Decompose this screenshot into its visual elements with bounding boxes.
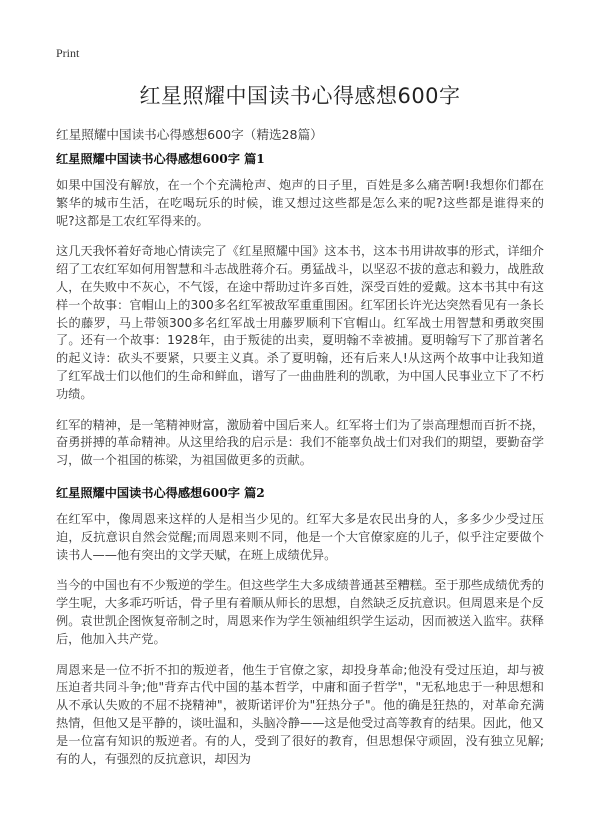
print-link[interactable]: Print (56, 46, 80, 60)
paragraph: 当今的中国也有不少叛逆的学生。但这些学生大多成绩普通甚至糟糕。至于那些成绩优秀的学生呢，大多乖巧听话，骨子里有着顺从师长的思想，自然缺乏反抗意识。但周恩来是个反例。袁世凯企图恢复帝制之时，周恩来作为学生领袖组织学生运动，因而被送入监牢。获释后，他加入共产党。 (56, 578, 544, 646)
paragraph: 如果中国没有解放，在一个个充满枪声、炮声的日子里，百姓是多么痛苦啊!我想你们都在繁华的城市生活，在吃喝玩乐的时候，谁又想过这些都是怎么来的呢?这些都是谁得来的呢?这都是工农红军得来的。 (56, 178, 544, 228)
paragraph: 这几天我怀着好奇地心情读完了《红星照耀中国》这本书，这本书用讲故事的形式，详细介绍了工农红军如何用智慧和斗志战胜蒋介石。勇猛战斗，以坚忍不拔的意志和毅力，战胜敌人，在失败中不灰心，不气馁，在途中帮助过许多百姓，深受百姓的爱戴。这本书其中有这样一个故事：官帽山上的300多名红军被敌军重重围困。红军团长许光达突然看见有一条长长的藤罗，马上带领300多名红军战士用藤罗顺利下官帽山。红军战士用智慧和勇敢突围了。还有一个故事：1928年，由于叛徒的出卖，夏明翰不幸被捕。夏明翰写下了那首著名的起义诗：砍头不要紧，只要主义真。杀了夏明翰，还有后来人!从这两个故事中让我知道了红军战士们以他们的生命和鲜血，谱写了一曲曲胜利的凯歌，为中国人民事业立下了不朽功绩。 (56, 244, 544, 401)
section-heading: 红星照耀中国读书心得感想600字 篇2 (56, 485, 265, 500)
paragraph: 红军的精神，是一笔精神财富，激励着中国后来人。红军将士们为了崇高理想而百折不挠，奋勇拼搏的革命精神。从这里给我的启示是：我们不能辜负战士们对我们的期望，要勤奋学习，做一个祖国的栋梁，为祖国做更多的贡献。 (56, 417, 544, 468)
paragraph: 在红军中，像周恩来这样的人是相当少见的。红军大多是农民出身的人，多多少少受过压迫，反抗意识自然会觉醒;而周恩来则不同，他是一个大官僚家庭的儿子，似乎注定要做个读书人——他有突出的文学天赋，在班上成绩优异。 (56, 511, 544, 562)
article-body (56, 146, 544, 781)
page-subtitle: 红星照耀中国读书心得感想600字（精选28篇） (56, 127, 323, 142)
page-title: 红星照耀中国读书心得感想600字 (139, 84, 461, 108)
section-heading: 红星照耀中国读书心得感想600字 篇1 (56, 152, 265, 166)
paragraph: 周恩来是一位不折不扣的叛逆者，他生于官僚之家，却投身革命;他没有受过压迫，却与被压迫者共同斗争;他"背弃古代中国的基本哲学，中庸和面子哲学"，"无私地忠于一种思想和从不承认失败的不屈不挠精神"，被斯诺评价为"狂热分子"。他的确是狂热的，对革命充满热情，但他又是平静的，谈吐温和，头脑冷静——这是他受过高等教育的结果。因此，他又是一位富有知识的叛逆者。有的人，受到了很好的教育，但思想保守顽固，没有独立见解;有的人，有强烈的反抗意识，却因为 (56, 662, 544, 766)
